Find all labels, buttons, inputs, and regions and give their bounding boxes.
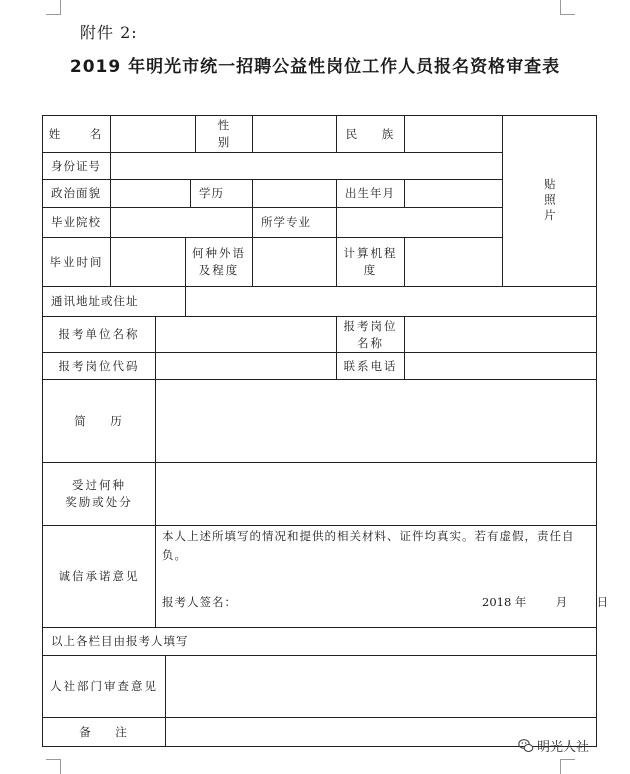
- education-label: 学历: [199, 186, 224, 201]
- pledge-label: 诚信承诺意见: [58, 569, 140, 584]
- id-number-label: 身份证号: [51, 158, 101, 173]
- resume-label: 简 历: [74, 413, 124, 428]
- foreign-language-label: 何种外语 及程度: [192, 246, 246, 277]
- name-label: 姓 名: [48, 126, 105, 141]
- graduation-time-label: 毕业时间: [49, 254, 104, 269]
- photo-label: 贴照片: [542, 177, 557, 225]
- ethnicity-label: 民 族: [345, 126, 396, 141]
- birth-date-label: 出生年月: [345, 186, 395, 201]
- awards-label: 受过何种 奖励或处分: [65, 478, 133, 509]
- self-fill-note: 以上各栏目由报考人填写: [51, 634, 189, 649]
- hr-review-label: 人社部门审查意见: [50, 679, 158, 694]
- computer-level-label: 计算机程 度: [343, 246, 398, 277]
- political-status-label: 政治面貌: [51, 186, 101, 201]
- phone-label: 联系电话: [343, 358, 398, 373]
- remarks-label: 备 注: [79, 724, 129, 739]
- applied-unit-label: 报考单位名称: [58, 327, 140, 342]
- position-code-label: 报考岗位代码: [58, 358, 140, 373]
- graduate-school-label: 毕业院校: [51, 215, 101, 230]
- pledge-statement: 本人上述所填写的情况和提供的相关材料、证件均真实。若有虚假，责任自负。: [162, 529, 575, 562]
- date-day: 日: [596, 595, 609, 609]
- applied-position-label: 报考岗位 名称: [343, 318, 398, 350]
- date-line: [482, 594, 608, 610]
- wechat-icon: [518, 738, 534, 754]
- address-label: 通讯地址或住址: [51, 294, 139, 309]
- date-month: 月: [555, 595, 568, 609]
- gender-label: 性 别: [217, 118, 231, 149]
- major-label: 所学专业: [261, 215, 311, 230]
- attachment-label: 附件 2:: [80, 23, 138, 42]
- date-year: 2018 年: [482, 595, 527, 609]
- watermark-text: 明光人社: [537, 740, 590, 755]
- page-title: 2019 年明光市统一招聘公益性岗位工作人员报名资格审查表: [69, 57, 561, 77]
- signature-label: 报考人签名：: [162, 595, 237, 609]
- watermark: [518, 736, 589, 755]
